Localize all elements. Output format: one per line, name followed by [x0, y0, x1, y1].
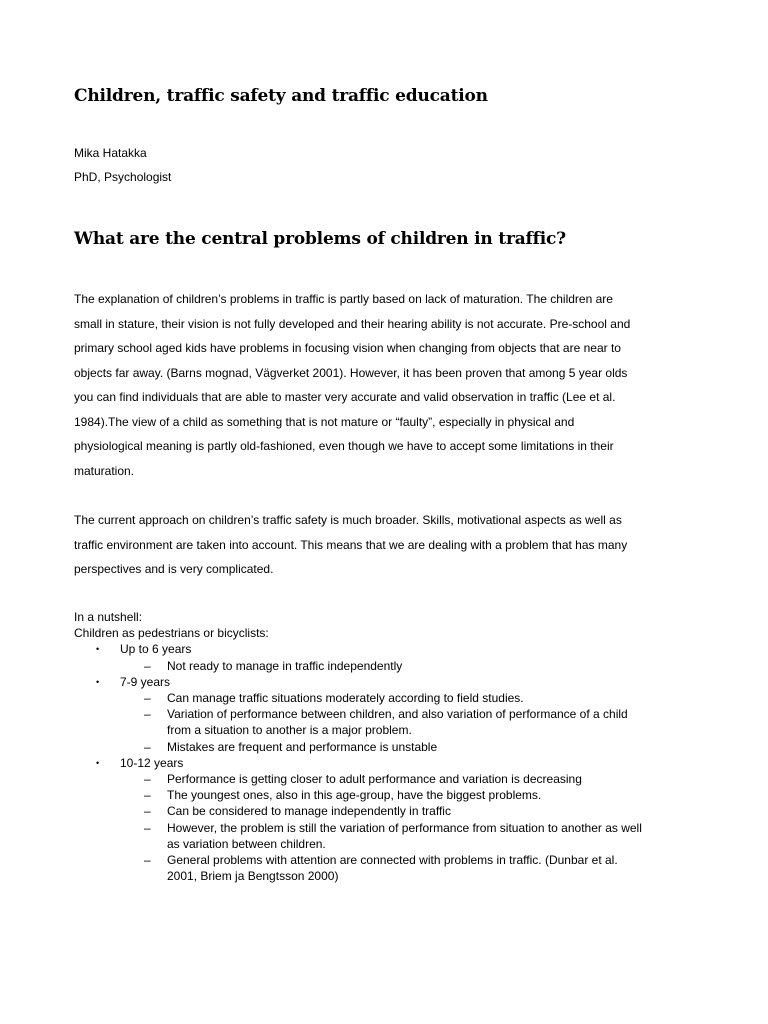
list-item — [74, 690, 714, 706]
list-item-text: General problems with attention are connected with problems in traffic. (Dunbar et al. — [167, 853, 618, 868]
paragraph-line: objects far away. (Barns mognad, Vägverket 2001). However, it has been proven that among 5 year olds — [74, 365, 628, 380]
list-item — [74, 852, 714, 884]
paragraph-line: The current approach on children’s traffic safety is much broader. Skills, motivational aspects as well as — [74, 513, 622, 527]
dash-marker: – — [144, 658, 151, 673]
list-item — [74, 787, 714, 803]
age-group-bullet — [74, 674, 714, 690]
dash-marker: – — [144, 804, 151, 819]
paragraph-line: you can find individuals that are able to master very accurate and valid observation in traffic (Lee et al. — [74, 390, 616, 404]
dash-marker: – — [144, 853, 151, 868]
age-group-bullet — [74, 755, 714, 771]
paragraph-line: perspectives and is very complicated. — [74, 562, 274, 576]
list-item — [74, 706, 714, 738]
author-name: Mika Hatakka — [74, 146, 147, 160]
list-item-text: Can manage traffic situations moderately according to field studies. — [167, 691, 524, 706]
list-item — [74, 771, 714, 787]
list-item — [74, 803, 714, 819]
document-title: Children, traffic safety and traffic education — [74, 86, 488, 106]
age-group-bullet — [74, 641, 714, 657]
nutshell-subheading: Children as pedestrians or bicyclists: — [74, 626, 269, 641]
paragraph-line: 1984).The view of a child as something that is not mature or “faulty”, especially in physical and — [74, 414, 575, 429]
paragraph-line: primary school aged kids have problems in focusing vision when changing from objects that are near to — [74, 341, 621, 355]
list-item — [74, 820, 714, 852]
list-item-text: However, the problem is still the variation of performance from situation to another as well — [167, 820, 642, 835]
bullet-marker: • — [96, 676, 100, 687]
dash-marker: – — [144, 820, 151, 835]
list-item-text: Variation of performance between children, and also variation of performance of a child — [167, 707, 628, 722]
list-item-text: The youngest ones, also in this age-group, have the biggest problems. — [167, 788, 542, 803]
bullet-marker: • — [96, 757, 100, 768]
list-item-text: 2001, Briem ja Bengtsson 2000) — [167, 869, 339, 884]
list-item-text: Performance is getting closer to adult performance and variation is decreasing — [167, 772, 582, 787]
dash-marker: – — [144, 707, 151, 722]
dash-marker: – — [144, 788, 151, 803]
age-group-label: 7-9 years — [120, 674, 171, 689]
paragraph-line: traffic environment are taken into account. This means that we are dealing with a problem that has many — [74, 537, 628, 552]
list-item-text: Not ready to manage in traffic independently — [167, 658, 403, 673]
list-item — [74, 739, 714, 755]
paragraph-line: maturation. — [74, 463, 135, 478]
list-item-text: as variation between children. — [167, 836, 326, 851]
bullet-marker: • — [96, 644, 100, 655]
paragraph-maturation — [74, 287, 674, 483]
list-item — [74, 658, 714, 674]
paragraph-line: physiological meaning is partly old-fashioned, even though we have to accept some limitations in their — [74, 439, 614, 453]
nutshell-section — [74, 609, 714, 884]
author-role: PhD, Psychologist — [74, 170, 172, 184]
dash-marker: – — [144, 691, 151, 706]
paragraph-line: small in stature, their vision is not fully developed and their hearing ability is not accurate. Pre-school and — [74, 316, 631, 331]
age-group-label: 10-12 years — [120, 755, 184, 770]
paragraph-line: The explanation of children’s problems in traffic is partly based on lack of maturation. The children are — [74, 292, 613, 306]
nutshell-heading: In a nutshell: — [74, 610, 143, 624]
list-item-text: Can be considered to manage independently in traffic — [167, 804, 451, 819]
list-item-text: from a situation to another is a major problem. — [167, 723, 412, 738]
list-item-text: Mistakes are frequent and performance is unstable — [167, 739, 438, 754]
section-heading: What are the central problems of children in traffic? — [74, 229, 566, 249]
paragraph-current-approach — [74, 508, 674, 582]
dash-marker: – — [144, 772, 151, 787]
dash-marker: – — [144, 739, 151, 754]
author-block — [74, 141, 171, 189]
age-group-label: Up to 6 years — [120, 642, 192, 657]
